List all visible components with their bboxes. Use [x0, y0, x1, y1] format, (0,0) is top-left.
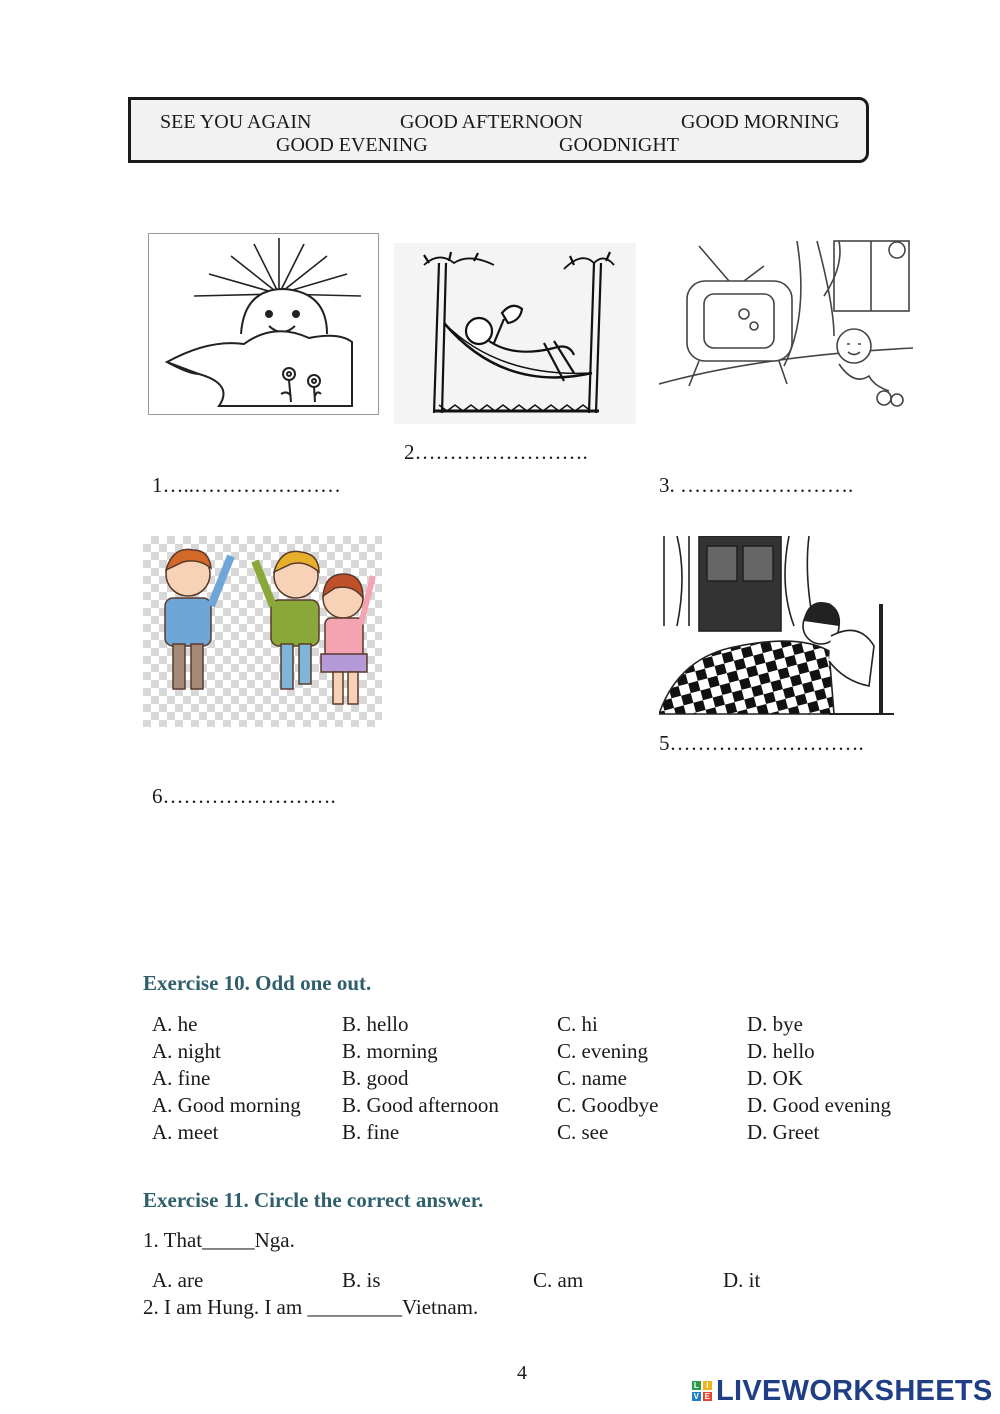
blank-1[interactable]: 1…..…………………: [152, 473, 341, 497]
tv-room-picture: [659, 236, 913, 411]
logo-letter-v: V: [693, 1392, 700, 1401]
ex11-q1-option-c[interactable]: C. am: [533, 1268, 584, 1292]
ex10-row5-d[interactable]: D. Greet: [747, 1120, 820, 1144]
ex10-row2-b[interactable]: B. morning: [342, 1039, 438, 1063]
ex10-row4-d[interactable]: D. Good evening: [747, 1093, 892, 1117]
logo-letter-l: L: [693, 1381, 700, 1390]
word-good-morning: GOOD MORNING: [681, 111, 840, 133]
ex10-row3-d[interactable]: D. OK: [747, 1066, 803, 1090]
ex10-row5-a[interactable]: A. meet: [152, 1120, 219, 1144]
word-goodnight: GOODNIGHT: [559, 134, 679, 156]
ex11-q1-option-b[interactable]: B. is: [342, 1268, 381, 1292]
blank-5[interactable]: 5……………………….: [659, 731, 864, 755]
word-good-evening: GOOD EVENING: [276, 134, 428, 156]
brand-name: LIVEWORKSHEETS: [716, 1374, 993, 1407]
sleeping-girl-picture: [659, 536, 894, 715]
ex11-question-1: 1. That_____Nga.: [143, 1228, 295, 1252]
ex10-row5-c[interactable]: C. see: [557, 1120, 609, 1144]
ex10-row1-c[interactable]: C. hi: [557, 1012, 598, 1036]
logo-letter-i: I: [703, 1381, 712, 1390]
exercise-11-title: Exercise 11. Circle the correct answer.: [143, 1188, 484, 1212]
word-good-afternoon: GOOD AFTERNOON: [400, 111, 583, 133]
page-number: 4: [517, 1362, 527, 1384]
ex10-row2-a[interactable]: A. night: [152, 1039, 221, 1063]
blank-3[interactable]: 3. …………………….: [659, 473, 854, 497]
word-box: [128, 97, 869, 163]
ex10-row3-c[interactable]: C. name: [557, 1066, 627, 1090]
exercise-10-title: Exercise 10. Odd one out.: [143, 971, 372, 995]
blank-6[interactable]: 6…………………….: [152, 784, 336, 808]
ex10-row2-c[interactable]: C. evening: [557, 1039, 648, 1063]
ex11-question-2: 2. I am Hung. I am _________Vietnam.: [143, 1295, 479, 1319]
ex11-q1-option-d[interactable]: D. it: [723, 1268, 761, 1292]
ex10-row1-d[interactable]: D. bye: [747, 1012, 803, 1036]
ex10-row4-b[interactable]: B. Good afternoon: [342, 1093, 499, 1117]
liveworksheets-icon: [692, 1381, 712, 1401]
kids-waving-picture: [143, 536, 382, 727]
liveworksheets-logo[interactable]: [692, 1374, 993, 1408]
ex10-row4-c[interactable]: C. Goodbye: [557, 1093, 659, 1117]
ex10-row3-a[interactable]: A. fine: [152, 1066, 211, 1090]
word-see-you-again: SEE YOU AGAIN: [160, 111, 312, 133]
ex10-row2-d[interactable]: D. hello: [747, 1039, 815, 1063]
ex10-row1-b[interactable]: B. hello: [342, 1012, 409, 1036]
ex11-q1-option-a[interactable]: A. are: [152, 1268, 204, 1292]
logo-letter-e: E: [704, 1392, 711, 1401]
sunrise-picture: [148, 233, 379, 415]
ex10-row4-a[interactable]: A. Good morning: [152, 1093, 301, 1117]
blank-2[interactable]: 2…………………….: [404, 440, 588, 464]
ex10-row5-b[interactable]: B. fine: [342, 1120, 400, 1144]
hammock-picture: [394, 243, 636, 424]
ex10-row1-a[interactable]: A. he: [152, 1012, 198, 1036]
ex10-row3-b[interactable]: B. good: [342, 1066, 409, 1090]
